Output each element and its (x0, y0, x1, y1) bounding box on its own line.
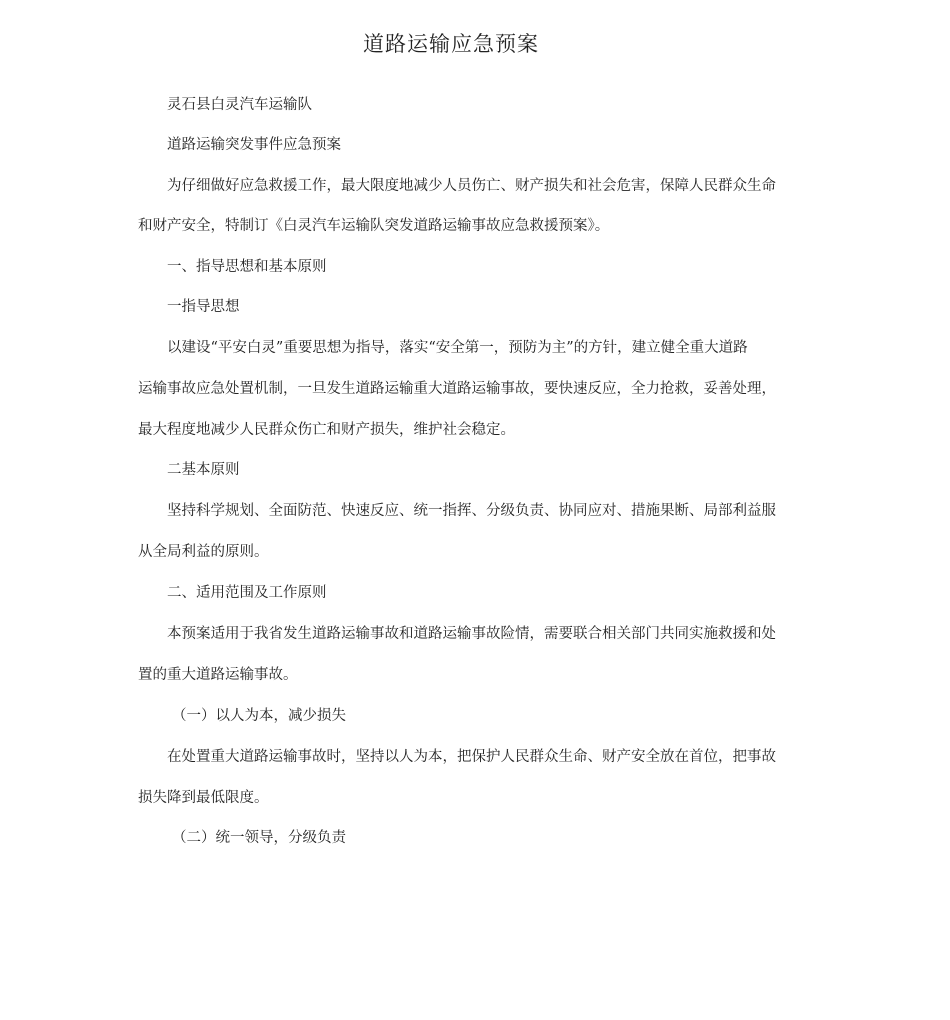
subsection-heading: （一）以人为本，减少损失 (172, 708, 346, 724)
subsection-heading: （二）统一领导，分级负责 (172, 830, 346, 846)
paragraph-line: 从全局利益的原则。 (138, 544, 269, 560)
paragraph-line: 置的重大道路运输事故。 (138, 667, 298, 683)
paragraph-line: 运输事故应急处置机制，一旦发生道路运输重大道路运输事故，要快速反应，全力抢救，妥善处理， (138, 381, 776, 397)
paragraph-line: 为仔细做好应急救援工作，最大限度地减少人员伤亡、财产损失和社会危害，保障人民群众生命 (167, 178, 776, 194)
paragraph-line: 损失降到最低限度。 (138, 790, 269, 806)
paragraph-line: 以建设“平安白灵”重要思想为指导，落实“安全第一，预防为主”的方针，建立健全重大道路 (167, 340, 748, 356)
section-heading: 二、适用范围及工作原则 (167, 585, 327, 601)
paragraph-line: 在处置重大道路运输事故时，坚持以人为本，把保护人民群众生命、财产安全放在首位，把事故 (167, 749, 776, 765)
paragraph-line: 最大程度地减少人民群众伤亡和财产损失，维护社会稳定。 (138, 422, 515, 438)
paragraph-line: 本预案适用于我省发生道路运输事故和道路运输事故险情，需要联合相关部门共同实施救援和处 (167, 626, 776, 642)
org-name: 灵石县白灵汽车运输队 (167, 97, 312, 113)
document-title: 道路运输应急预案 (363, 32, 539, 56)
subsection-heading: 二基本原则 (167, 462, 240, 478)
section-heading: 一、指导思想和基本原则 (167, 259, 327, 275)
plan-subtitle: 道路运输突发事件应急预案 (167, 137, 341, 153)
paragraph-line: 坚持科学规划、全面防范、快速反应、统一指挥、分级负责、协同应对、措施果断、局部利益服 (167, 503, 776, 519)
paragraph-line: 和财产安全，特制订《白灵汽车运输队突发道路运输事故应急救援预案》。 (138, 218, 610, 234)
subsection-heading: 一指导思想 (167, 299, 240, 315)
